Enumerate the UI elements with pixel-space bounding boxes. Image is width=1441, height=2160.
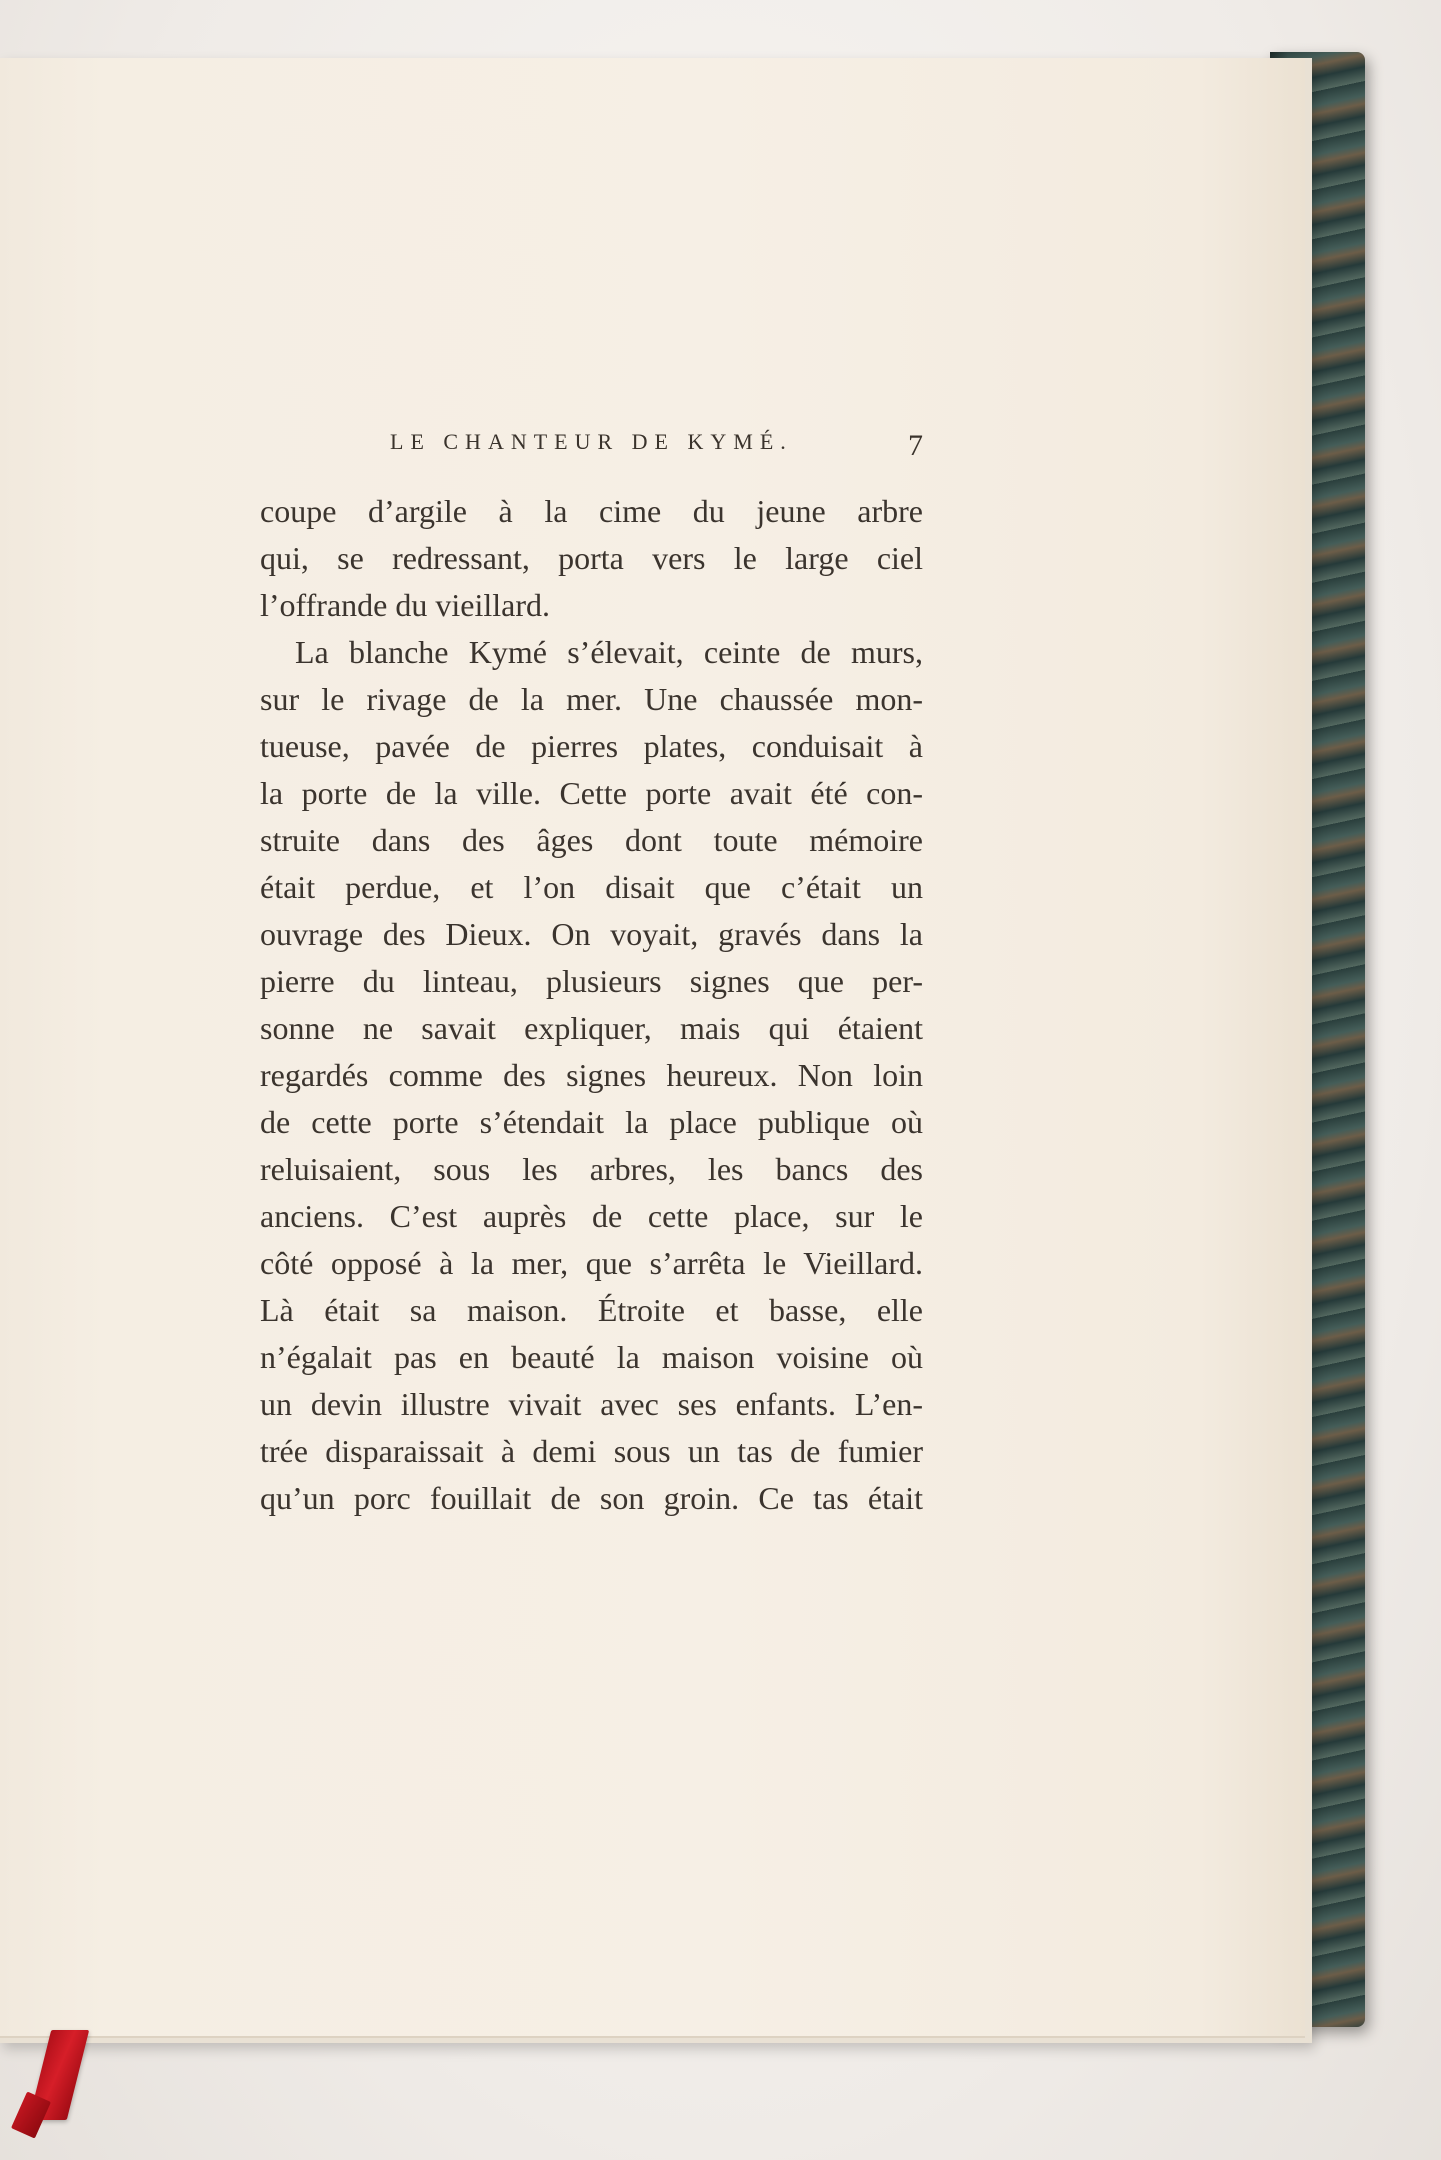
running-head bbox=[260, 425, 923, 465]
text-line: trée disparaissait à demi sous un tas de fumier bbox=[260, 1433, 923, 1469]
body-text bbox=[260, 488, 923, 1522]
page-number: 7 bbox=[908, 429, 923, 462]
paragraph-start-line: La blanche Kymé s’élevait, ceinte de murs, bbox=[295, 634, 923, 670]
text-line: tueuse, pavée de pierres plates, conduisait à bbox=[260, 728, 923, 764]
text-line: côté opposé à la mer, que s’arrêta le Vieillard. bbox=[260, 1245, 923, 1281]
text-line: la porte de la ville. Cette porte avait été con- bbox=[260, 775, 923, 811]
text-line: sur le rivage de la mer. Une chaussée mon- bbox=[260, 681, 923, 717]
text-line: était perdue, et l’on disait que c’était un bbox=[260, 869, 923, 905]
text-line: qu’un porc fouillait de son groin. Ce tas était bbox=[260, 1480, 923, 1516]
text-line: regardés comme des signes heureux. Non loin bbox=[260, 1057, 923, 1093]
text-line: sonne ne savait expliquer, mais qui étaient bbox=[260, 1010, 923, 1046]
text-line: pierre du linteau, plusieurs signes que per- bbox=[260, 963, 923, 999]
text-line: qui, se redressant, porta vers le large ciel bbox=[260, 540, 923, 576]
text-line: anciens. C’est auprès de cette place, sur le bbox=[260, 1198, 923, 1234]
text-line: coupe d’argile à la cime du jeune arbre bbox=[260, 493, 923, 529]
text-line: reluisaient, sous les arbres, les bancs des bbox=[260, 1151, 923, 1187]
text-line: Là était sa maison. Étroite et basse, elle bbox=[260, 1292, 923, 1328]
text-line: de cette porte s’étendait la place publique où bbox=[260, 1104, 923, 1140]
running-title: LE CHANTEUR DE KYMÉ. bbox=[390, 429, 793, 454]
text-line: n’égalait pas en beauté la maison voisine où bbox=[260, 1339, 923, 1375]
text-line: struite dans des âges dont toute mémoire bbox=[260, 822, 923, 858]
text-line: ouvrage des Dieux. On voyait, gravés dans la bbox=[260, 916, 923, 952]
text-line: l’offrande du vieillard. bbox=[260, 587, 550, 623]
text-line: un devin illustre vivait avec ses enfants. L’en- bbox=[260, 1386, 923, 1422]
